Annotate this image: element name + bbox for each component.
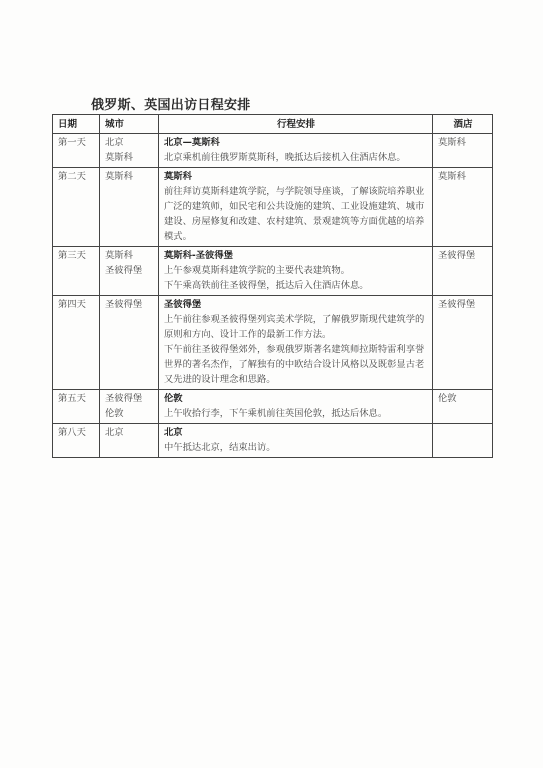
plan-text: 中午抵达北京，结束出访。 (164, 442, 276, 453)
city-cell (100, 247, 159, 296)
day-cell: 第三天 (53, 247, 100, 296)
plan-cell (159, 247, 433, 296)
plan-title: 莫斯科-圣彼得堡 (164, 250, 233, 261)
plan-cell (159, 424, 433, 458)
city-cell (100, 390, 159, 424)
city-name: 圣彼得堡 (105, 265, 143, 276)
header-day: 日期 (53, 115, 100, 134)
day-cell: 第四天 (53, 296, 100, 390)
plan-cell (159, 390, 433, 424)
hotel-cell (433, 424, 493, 458)
day-cell: 第二天 (53, 168, 100, 247)
table-header-row (53, 115, 493, 134)
plan-title: 莫斯科 (164, 171, 192, 182)
header-plan: 行程安排 (159, 115, 433, 134)
city-name: 圣彼得堡 (105, 393, 143, 404)
city-cell (100, 424, 159, 458)
itinerary-table (52, 114, 493, 458)
plan-title: 北京 (164, 427, 183, 438)
hotel-cell: 莫斯科 (433, 134, 493, 168)
plan-text: 上午前往参观圣彼得堡列宾美术学院，了解俄罗斯现代建筑学的原则和方向、设计工作的最新工作方法。 (164, 314, 425, 340)
hotel-cell: 伦敦 (433, 390, 493, 424)
header-city: 城市 (100, 115, 159, 134)
plan-text: 上午参观莫斯科建筑学院的主要代表建筑物。 (164, 265, 350, 276)
city-name: 圣彼得堡 (105, 299, 143, 310)
table-row (53, 424, 493, 458)
plan-text: 前往拜访莫斯科建筑学院，与学院领导座谈，了解该院培养职业广泛的建筑师，如民宅和公共设施的建筑、工业设施建筑、城市建设、房屋修复和改建、农村建筑、景观建筑等方面优越的培养模式。 (164, 186, 425, 242)
table-row (53, 390, 493, 424)
city-name: 北京 (105, 427, 124, 438)
hotel-cell: 莫斯科 (433, 168, 493, 247)
table-row (53, 134, 493, 168)
plan-cell (159, 134, 433, 168)
day-cell: 第八天 (53, 424, 100, 458)
city-cell (100, 296, 159, 390)
city-name: 莫斯科 (105, 171, 133, 182)
city-cell (100, 134, 159, 168)
plan-title: 伦敦 (164, 393, 183, 404)
table-row (53, 247, 493, 296)
city-name: 莫斯科 (105, 152, 133, 163)
table-row (53, 296, 493, 390)
plan-cell (159, 168, 433, 247)
hotel-cell: 圣彼得堡 (433, 247, 493, 296)
plan-cell (159, 296, 433, 390)
plan-text: 上午收拾行李，下午乘机前往英国伦敦，抵达后休息。 (164, 408, 388, 419)
header-hotel: 酒店 (433, 115, 493, 134)
plan-title: 北京—莫斯科 (164, 137, 220, 148)
document-title: 俄罗斯、英国出访日程安排 (91, 98, 251, 113)
plan-text: 下午前往圣彼得堡郊外，参观俄罗斯著名建筑师拉斯特雷利享誉世界的著名杰作，了解独有的中欧结合设计风格以及既彰显古老又先进的设计理念和思路。 (164, 344, 425, 385)
plan-text: 下午乘高铁前往圣彼得堡，抵达后入住酒店休息。 (164, 280, 369, 291)
plan-text: 北京乘机前往俄罗斯莫斯科，晚抵达后接机入住酒店休息。 (164, 152, 406, 163)
city-name: 莫斯科 (105, 250, 133, 261)
hotel-cell: 圣彼得堡 (433, 296, 493, 390)
city-name: 伦敦 (105, 408, 124, 419)
city-name: 北京 (105, 137, 124, 148)
city-cell (100, 168, 159, 247)
day-cell: 第五天 (53, 390, 100, 424)
table-row (53, 168, 493, 247)
plan-title: 圣彼得堡 (164, 299, 202, 310)
day-cell: 第一天 (53, 134, 100, 168)
